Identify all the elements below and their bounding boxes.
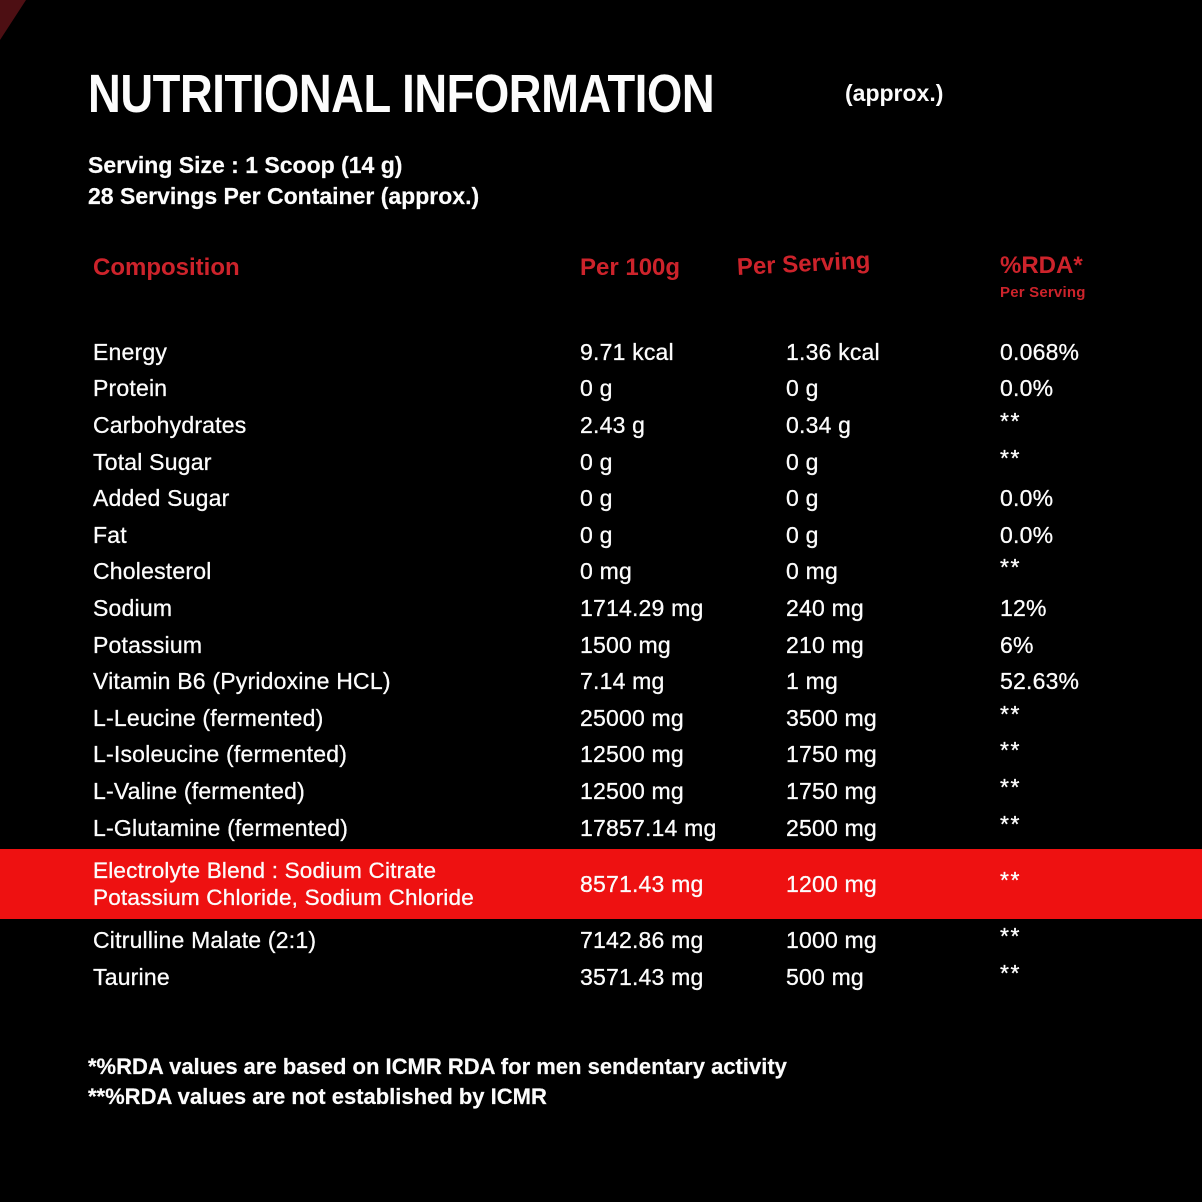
row-rda: ** bbox=[1000, 866, 1021, 893]
row-name: Cholesterol bbox=[93, 558, 212, 585]
row-per-serving: 1.36 kcal bbox=[786, 338, 880, 365]
table-row bbox=[0, 922, 1202, 959]
title-row bbox=[88, 64, 1202, 124]
row-per-100g: 7142.86 mg bbox=[580, 927, 704, 954]
title-approx: (approx.) bbox=[845, 80, 944, 106]
row-per-100g: 8571.43 mg bbox=[580, 870, 704, 897]
table-row bbox=[0, 627, 1202, 664]
table-body bbox=[0, 334, 1202, 996]
table-row bbox=[0, 663, 1202, 700]
row-rda: ** bbox=[1000, 923, 1021, 950]
row-per-serving: 3500 mg bbox=[786, 704, 877, 731]
row-rda: ** bbox=[1000, 737, 1021, 764]
row-per-100g: 2.43 g bbox=[580, 411, 646, 438]
table-row bbox=[0, 371, 1202, 408]
row-per-100g: 12500 mg bbox=[580, 777, 684, 804]
table-row bbox=[0, 444, 1202, 481]
table-row bbox=[0, 773, 1202, 810]
page-title: NUTRITIONAL INFORMATION bbox=[88, 64, 715, 124]
table-row bbox=[0, 737, 1202, 774]
column-per-100g: Per 100g bbox=[580, 254, 681, 281]
row-per-100g: 0 g bbox=[580, 485, 613, 512]
row-rda: 6% bbox=[1000, 631, 1034, 658]
servings-per-container: 28 Servings Per Container (approx.) bbox=[88, 183, 480, 209]
column-composition: Composition bbox=[93, 254, 240, 281]
row-name: Sodium bbox=[93, 594, 173, 621]
row-rda: ** bbox=[1000, 810, 1021, 837]
column-rda-label: %RDA* bbox=[1000, 252, 1083, 279]
table-row bbox=[0, 334, 1202, 371]
row-name: Energy bbox=[93, 338, 168, 365]
row-per-serving: 0.34 g bbox=[786, 411, 852, 438]
table-row bbox=[0, 407, 1202, 444]
row-per-100g: 12500 mg bbox=[580, 741, 684, 768]
row-per-100g: 17857.14 mg bbox=[580, 814, 717, 841]
row-rda: 52.63% bbox=[1000, 668, 1080, 695]
row-rda: 0.0% bbox=[1000, 521, 1054, 548]
row-rda: ** bbox=[1000, 444, 1021, 471]
row-per-100g: 0 mg bbox=[580, 558, 632, 585]
row-per-serving: 2500 mg bbox=[786, 814, 877, 841]
footnotes bbox=[88, 1052, 1202, 1112]
row-per-serving: 240 mg bbox=[786, 594, 864, 621]
row-per-serving: 0 g bbox=[786, 448, 819, 475]
row-per-100g: 0 g bbox=[580, 448, 613, 475]
row-name: L-Valine (fermented) bbox=[93, 777, 305, 804]
row-per-serving: 500 mg bbox=[786, 963, 864, 990]
row-per-100g: 1500 mg bbox=[580, 631, 671, 658]
row-per-serving: 0 g bbox=[786, 485, 819, 512]
footnote-rda-based: *%RDA values are based on ICMR RDA for men sendentary activity bbox=[88, 1053, 787, 1079]
row-name: Fat bbox=[93, 521, 127, 548]
row-rda: 0.068% bbox=[1000, 338, 1080, 365]
table-row bbox=[0, 590, 1202, 627]
row-per-100g: 25000 mg bbox=[580, 704, 684, 731]
column-rda-sublabel: Per Serving bbox=[1000, 284, 1086, 301]
table-row bbox=[0, 700, 1202, 737]
row-name-line2: Potassium Chloride, Sodium Chloride bbox=[93, 885, 474, 911]
row-per-serving: 0 mg bbox=[786, 558, 838, 585]
row-name: Total Sugar bbox=[93, 448, 212, 475]
row-per-100g: 3571.43 mg bbox=[580, 963, 704, 990]
column-rda bbox=[1000, 254, 1202, 305]
row-name: L-Leucine (fermented) bbox=[93, 704, 324, 731]
serving-size: Serving Size : 1 Scoop (14 g) bbox=[88, 152, 403, 178]
column-per-serving: Per Serving bbox=[736, 247, 871, 281]
row-rda: ** bbox=[1000, 959, 1021, 986]
row-per-serving: 1750 mg bbox=[786, 741, 877, 768]
row-rda: ** bbox=[1000, 700, 1021, 727]
row-per-100g: 7.14 mg bbox=[580, 668, 665, 695]
row-rda: ** bbox=[1000, 773, 1021, 800]
row-name: Citrulline Malate (2:1) bbox=[93, 927, 317, 954]
row-name: Potassium bbox=[93, 631, 203, 658]
footnote-rda-not-established: **%RDA values are not established by ICMR bbox=[88, 1083, 547, 1109]
row-name-line1: Electrolyte Blend : Sodium Citrate bbox=[93, 858, 437, 884]
row-name: Protein bbox=[93, 375, 168, 402]
row-name: Added Sugar bbox=[93, 485, 230, 512]
row-name: L-Isoleucine (fermented) bbox=[93, 741, 348, 768]
table-header bbox=[0, 247, 1202, 301]
table-row bbox=[0, 959, 1202, 996]
row-rda: ** bbox=[1000, 554, 1021, 581]
row-name: Vitamin B6 (Pyridoxine HCL) bbox=[93, 668, 391, 695]
row-rda: ** bbox=[1000, 407, 1021, 434]
row-rda: 0.0% bbox=[1000, 485, 1054, 512]
row-per-serving: 0 g bbox=[786, 521, 819, 548]
row-per-serving: 0 g bbox=[786, 375, 819, 402]
row-per-serving: 1200 mg bbox=[786, 870, 877, 897]
table-row bbox=[0, 810, 1202, 847]
highlight-row bbox=[0, 849, 1202, 919]
row-per-100g: 0 g bbox=[580, 521, 613, 548]
serving-info bbox=[88, 150, 1202, 212]
row-name: Carbohydrates bbox=[93, 411, 247, 438]
row-per-serving: 1750 mg bbox=[786, 777, 877, 804]
row-per-serving: 1000 mg bbox=[786, 927, 877, 954]
row-name: Taurine bbox=[93, 963, 170, 990]
row-name: L-Glutamine (fermented) bbox=[93, 814, 349, 841]
row-rda: 12% bbox=[1000, 594, 1047, 621]
row-rda: 0.0% bbox=[1000, 375, 1054, 402]
row-per-100g: 0 g bbox=[580, 375, 613, 402]
table-row bbox=[0, 517, 1202, 554]
row-per-100g: 1714.29 mg bbox=[580, 594, 704, 621]
row-name bbox=[93, 857, 580, 911]
table-row bbox=[0, 480, 1202, 517]
table-row bbox=[0, 554, 1202, 591]
row-per-serving: 1 mg bbox=[786, 668, 838, 695]
row-per-serving: 210 mg bbox=[786, 631, 864, 658]
row-per-100g: 9.71 kcal bbox=[580, 338, 674, 365]
